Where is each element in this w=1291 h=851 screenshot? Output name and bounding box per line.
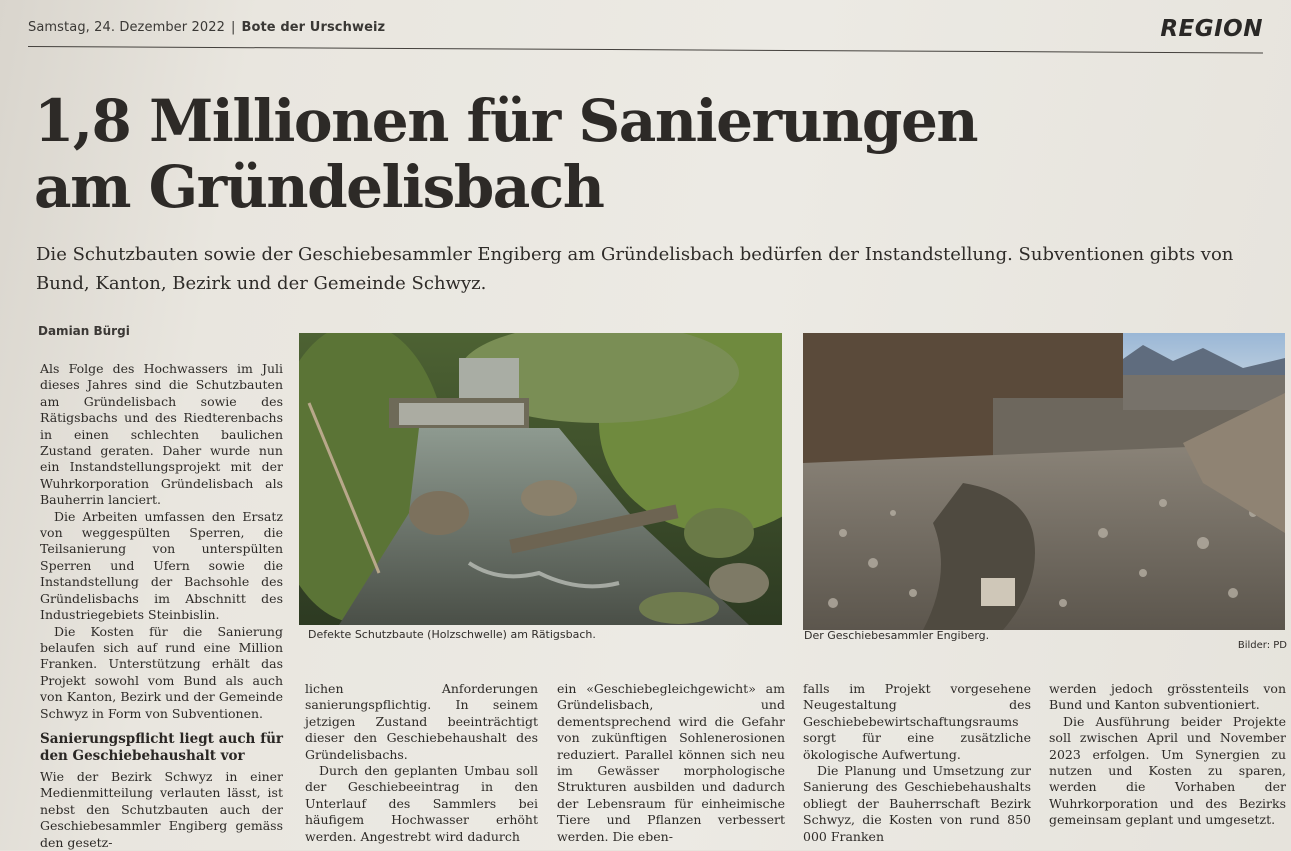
masthead <box>28 20 385 35</box>
paragraph: werden jedoch grösstenteils von Bund und Kanton subventioniert. <box>1049 681 1286 713</box>
issue-date: Samstag, 24. Dezember 2022 <box>28 20 225 35</box>
headline-line-1: 1,8 Millionen für Sanierungen <box>34 87 978 155</box>
photo-gravel-collector <box>803 333 1285 630</box>
text-column-3 <box>557 681 785 845</box>
paragraph: Als Folge des Hochwassers im Juli dieses Jahres sind die Schutzbauten am Gründelisbach sowie des Rätigsbachs und des Riedterenbachs in einen schlechten baulichen Zustand geraten. Daher wurde nun ein Instandstellungsprojekt mit der Wuhrkorporation Gründelisbach als Bauherrin lanciert. <box>40 361 283 508</box>
paragraph: Wie der Bezirk Schwyz in einer Medienmitteilung verlauten lässt, ist nebst den Schutzbauten auch der Geschiebesammler Engiberg gemäss den gesetz- <box>40 768 283 850</box>
paragraph: Die Kosten für die Sanierung belaufen sich auf rund eine Million Franken. Unterstützung erhält das Projekt sowohl vom Bund als auch von Kanton, Bezirk und der Gemeinde Schwyz in Form von Subventionen. <box>40 623 283 721</box>
paragraph: Die Arbeiten umfassen den Ersatz von weggespülten Sperren, die Teilsanierung von unterspülten Sperren und Ufern sowie die Instandstellung der Bachsohle des Gründelisbachs im Abschnitt des Industriegebiets Steinbislin. <box>40 508 283 623</box>
section-label: REGION <box>1160 16 1263 42</box>
byline: Damian Bürgi <box>38 324 130 338</box>
paragraph: falls im Projekt vorgesehene Neugestaltung des Geschiebebewirtschaftungsraums sorgt für eine zusätzliche ökologische Aufwertung. <box>803 681 1031 762</box>
lead-paragraph: Die Schutzbauten sowie der Geschiebesammler Engiberg am Gründelisbach bedürfen der Instandstellung. Subventionen gibts von Bund, Kanton, Bezirk und der Gemeinde Schwyz. <box>36 244 1234 294</box>
photo-caption-2: Der Geschiebesammler Engiberg. <box>804 629 990 642</box>
paragraph: Die Ausführung beider Projekte soll zwischen April und November 2023 erfolgen. Um Synergien zu nutzen und Kosten zu sparen, werden die Vorhaben der Wuhrkorporation und des Bezirks gemeinsam geplant und umgesetzt. <box>1049 713 1286 828</box>
paragraph: lichen Anforderungen sanierungspflichtig. In seinem jetzigen Zustand beeinträchtigt dieser den Geschiebehaushalt des Gründelisbachs. <box>305 681 538 762</box>
subheading: Sanierungspflicht liegt auch für den Geschiebehaushalt vor <box>40 730 283 764</box>
text-column-1 <box>40 361 283 851</box>
photo-credit: Bilder: PD <box>1237 640 1287 651</box>
headline-line-2: am Gründelisbach <box>34 153 604 221</box>
text-column-2 <box>305 681 538 845</box>
text-column-5 <box>1049 681 1286 829</box>
header-rule <box>28 46 1263 53</box>
photo-stream-weir <box>299 333 782 625</box>
paragraph: ein «Geschiebegleichgewicht» am Gründelisbach, und dementsprechend wird die Gefahr von zukünftigen Sohlenerosionen reduziert. Parallel können sich neu im Gewässer morphologische Strukturen ausbilden und dadurch der Lebensraum für einheimische Tiere und Pflanzen verbessert werden. Die eben- <box>557 681 785 844</box>
photo-caption-1: Defekte Schutzbaute (Holzschwelle) am Rätigsbach. <box>308 628 596 641</box>
paragraph: Die Planung und Umsetzung zur Sanierung des Geschiebehaushalts obliegt der Bauherrschaft Bezirk Schwyz, die Kosten von rund 850 000 Franken <box>803 763 1031 844</box>
headline <box>34 88 1184 220</box>
newspaper-name: Bote der Urschweiz <box>241 20 386 35</box>
masthead-separator: | <box>230 20 236 35</box>
text-column-4 <box>803 681 1031 845</box>
paragraph: Durch den geplanten Umbau soll der Geschiebeeintrag in den Unterlauf des Sammlers bei häufigem Hochwasser erhöht werden. Angestrebt wird dadurch <box>305 763 538 844</box>
